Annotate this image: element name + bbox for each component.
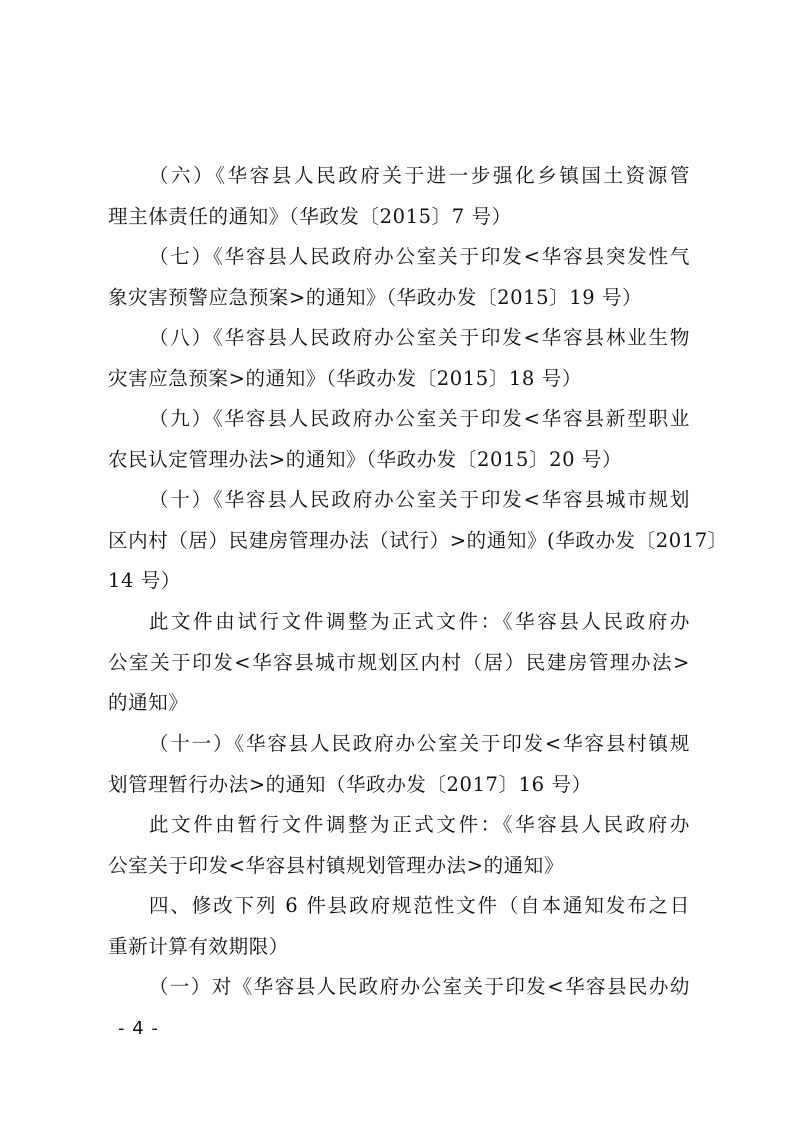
text-line: （十）《华容县人民政府办公室关于印发<华容县城市规划 xyxy=(148,488,690,511)
text-line: 划管理暂行办法>的通知（华政办发〔2017〕16 号） xyxy=(108,772,592,796)
text-line: 公室关于印发<华容县城市规划区内村（居）民建房管理办法> xyxy=(108,650,690,674)
text-line: 14 号） xyxy=(108,569,182,592)
text-line: 灾害应急预案>的通知》（华政办发〔2015〕18 号） xyxy=(108,366,582,390)
paragraph-item-6 xyxy=(108,156,690,237)
text-line: 公室关于印发<华容县村镇规划管理办法>的通知》 xyxy=(108,853,564,877)
paragraph-item-7 xyxy=(108,237,690,318)
paragraph-item-8 xyxy=(108,318,690,399)
text-line: 重新计算有效期限） xyxy=(108,934,289,958)
page-number: - 4 - xyxy=(118,1018,159,1039)
text-line: 的通知》 xyxy=(108,691,189,714)
note-paragraph-1 xyxy=(108,602,690,724)
text-line: 农民认定管理办法>的通知》（华政办发〔2015〕20 号） xyxy=(108,447,623,471)
section-heading-4 xyxy=(108,886,690,967)
text-line: （一）对《华容县人民政府办公室关于印发<华容县民办幼 xyxy=(148,975,690,998)
paragraph-sub-item-1 xyxy=(108,967,690,1008)
text-line: 理主体责任的通知》（华政发〔2015〕7 号） xyxy=(108,204,512,228)
paragraph-item-10 xyxy=(108,480,728,602)
text-line: （八）《华容县人民政府办公室关于印发<华容县林业生物 xyxy=(148,326,690,349)
text-line: 此文件由暂行文件调整为正式文件：《华容县人民政府办 xyxy=(148,813,690,836)
text-line: 此文件由试行文件调整为正式文件：《华容县人民政府办 xyxy=(148,610,690,633)
text-line: 象灾害预警应急预案>的通知》（华政办发〔2015〕19 号） xyxy=(108,285,643,309)
paragraph-item-9 xyxy=(108,399,690,480)
note-paragraph-2 xyxy=(108,805,690,886)
text-line: （七）《华容县人民政府办公室关于印发<华容县突发性气 xyxy=(148,245,690,268)
text-line: （六）《华容县人民政府关于进一步强化乡镇国土资源管 xyxy=(148,164,690,187)
text-line: （十一）《华容县人民政府办公室关于印发<华容县村镇规 xyxy=(148,732,690,755)
paragraph-item-11 xyxy=(108,724,690,805)
text-line: 区内村（居）民建房管理办法（试行）>的通知》(华政办发〔2017〕 xyxy=(108,528,728,552)
text-line: （九）《华容县人民政府办公室关于印发<华容县新型职业 xyxy=(148,407,690,430)
text-line: 四、修改下列 6 件县政府规范性文件（自本通知发布之日 xyxy=(148,894,690,917)
